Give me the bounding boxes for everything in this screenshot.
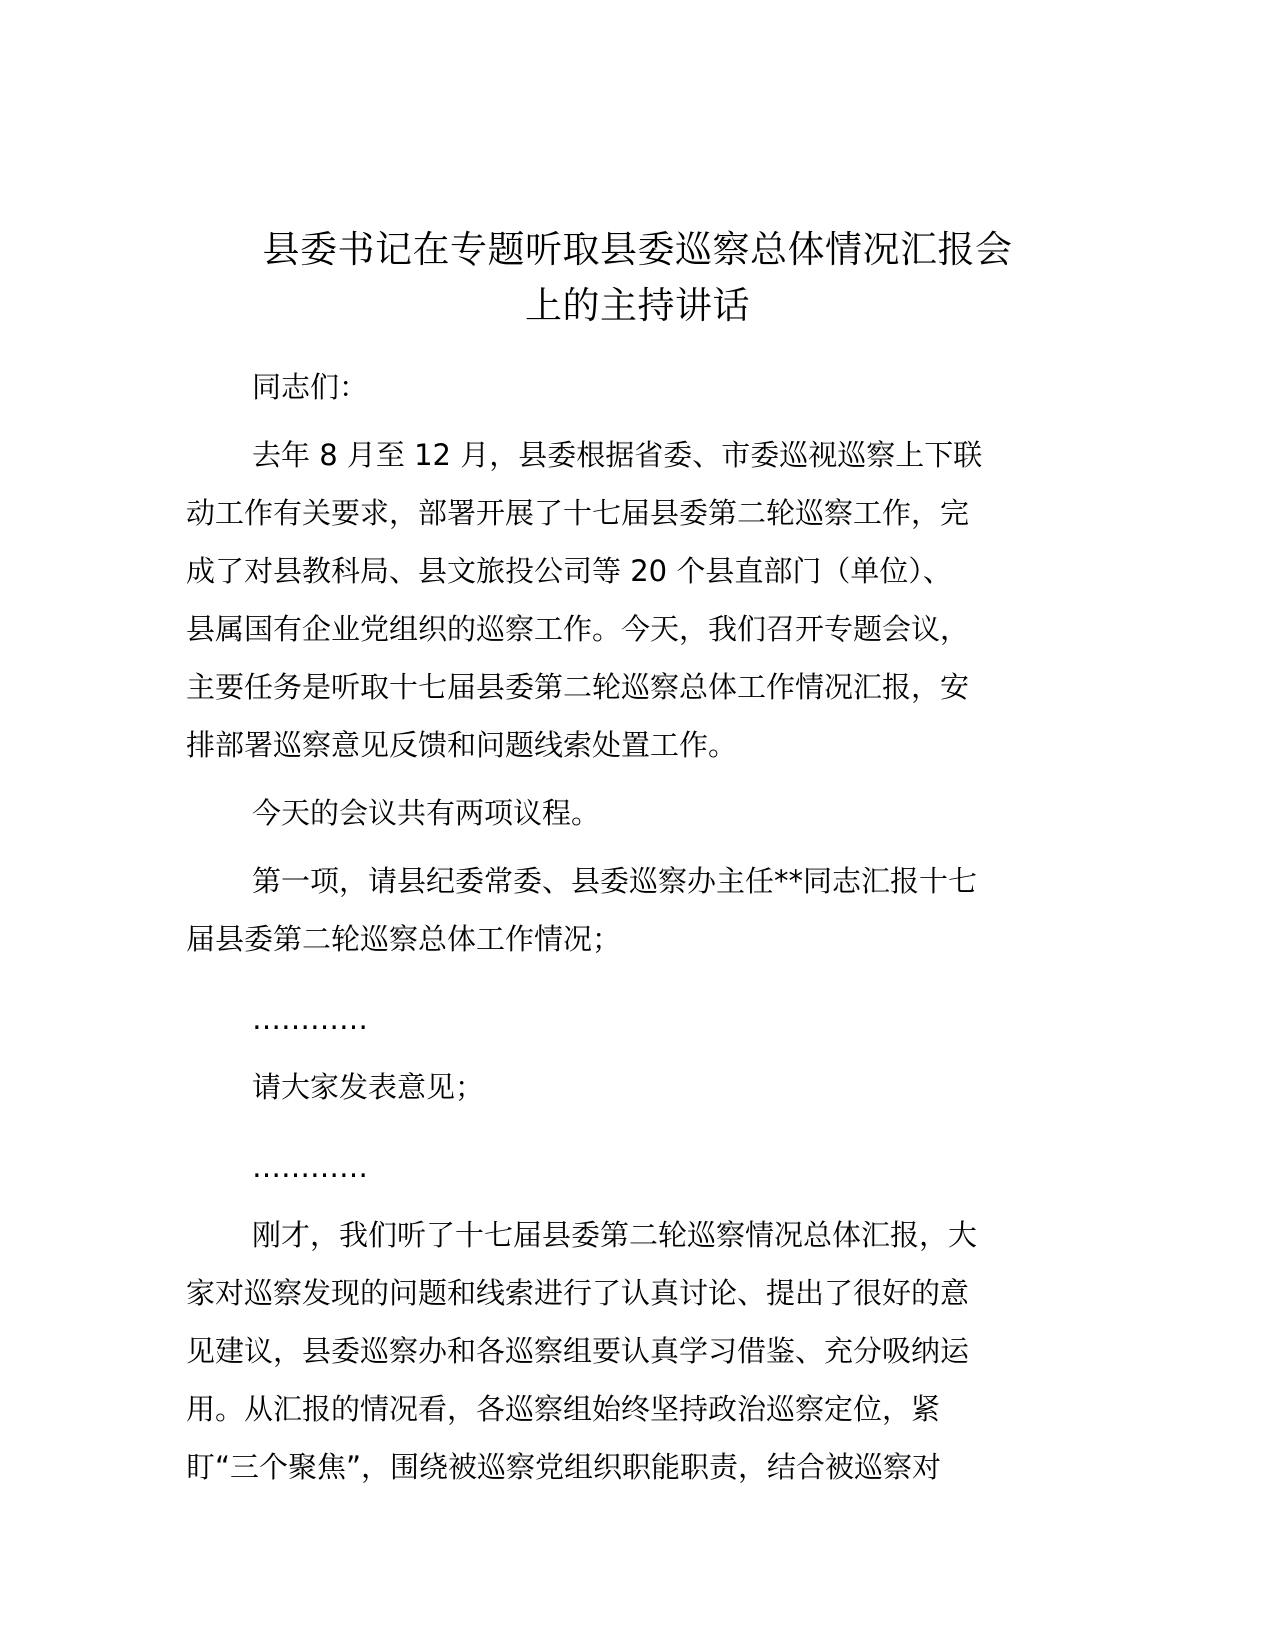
paragraph-summary xyxy=(186,1206,1086,1496)
paragraph-line: 第一项，请县纪委常委、县委巡察办主任**同志汇报十七 xyxy=(252,864,978,898)
paragraph-line: 成了对县教科局、县文旅投公司等 20 个县直部门（单位）、 xyxy=(186,554,952,588)
paragraph-line: ………… xyxy=(252,1002,368,1036)
paragraph-line: 同志们： xyxy=(252,370,369,404)
document-body xyxy=(186,358,1086,1506)
document-title xyxy=(190,222,1085,334)
paragraph-line: 盯“三个聚焦”，围绕被巡察党组织职能职责，结合被巡察对 xyxy=(186,1450,942,1484)
paragraph-line: 刚才，我们听了十七届县委第二轮巡察情况总体汇报，大 xyxy=(252,1218,978,1252)
paragraph-line: ………… xyxy=(252,1150,368,1184)
title-line: 县委书记在专题听取县委巡察总体情况汇报会 xyxy=(262,228,1013,271)
paragraph-line: 去年 8 月至 12 月，县委根据省委、市委巡视巡察上下联 xyxy=(252,438,983,472)
paragraph-agenda-item-1 xyxy=(186,852,1086,968)
paragraph-ellipsis xyxy=(186,1138,1086,1196)
paragraph-ellipsis xyxy=(186,990,1086,1048)
paragraph-line: 见建议，县委巡察办和各巡察组要认真学习借鉴、充分吸纳运 xyxy=(186,1334,970,1368)
paragraph-background xyxy=(186,426,1086,774)
paragraph-line: 主要任务是听取十七届县委第二轮巡察总体工作情况汇报，安 xyxy=(186,670,970,704)
paragraph-salutation xyxy=(186,358,1086,416)
title-line: 上的主持讲话 xyxy=(525,284,750,327)
paragraph-agenda-intro xyxy=(186,784,1086,842)
paragraph-line: 县属国有企业党组织的巡察工作。今天，我们召开专题会议， xyxy=(186,612,970,646)
paragraph-invite-opinions xyxy=(186,1058,1086,1116)
paragraph-line: 动工作有关要求，部署开展了十七届县委第二轮巡察工作，完 xyxy=(186,496,970,530)
paragraph-line: 用。从汇报的情况看，各巡察组始终坚持政治巡察定位，紧 xyxy=(186,1392,941,1426)
paragraph-line: 届县委第二轮巡察总体工作情况； xyxy=(186,922,622,956)
paragraph-line: 今天的会议共有两项议程。 xyxy=(252,796,601,830)
paragraph-line: 请大家发表意见； xyxy=(252,1070,485,1104)
paragraph-line: 排部署巡察意见反馈和问题线索处置工作。 xyxy=(186,728,738,762)
paragraph-line: 家对巡察发现的问题和线索进行了认真讨论、提出了很好的意 xyxy=(186,1276,970,1310)
